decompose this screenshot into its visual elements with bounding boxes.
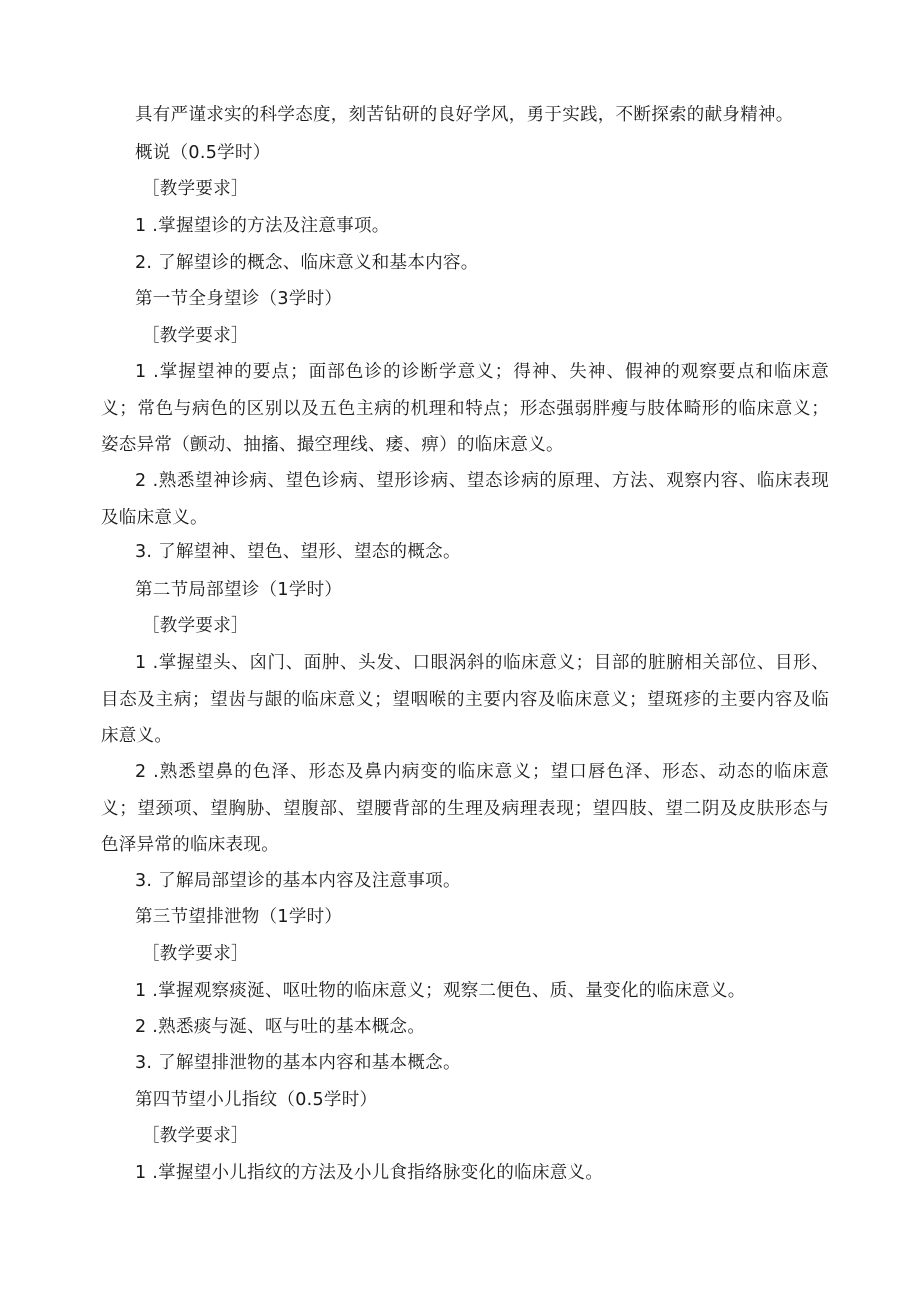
section4-requirements-label: ［教学要求］ [142, 1126, 249, 1146]
section3-item-1: 1 .掌握观察痰涎、呕吐物的临床意义；观察二便色、质、量变化的临床意义。 [135, 981, 746, 1001]
section2-item-1 [101, 645, 829, 755]
intro-text: 具有严谨求实的科学态度，刻苦钻研的良好学风，勇于实践，不断探索的献身精神。 [135, 105, 794, 125]
section1-item-1-text: 1 .掌握望神的要点；面部色诊的诊断学意义；得神、失神、假神的观察要点和临床意义；常色与病色的区别以及五色主病的机理和特点；形态强弱胖瘦与肢体畸形的临床意义；姿态异常（颤动、抽搐、撮空理线、痿、痹）的临床意义。 [101, 362, 829, 455]
section1-item-3: 3. 了解望神、望色、望形、望态的概念。 [135, 542, 461, 562]
section2-requirements-label: ［教学要求］ [142, 616, 249, 636]
overview-heading: 概说（0.5学时） [135, 143, 271, 163]
section2-item-2 [101, 754, 829, 864]
overview-item-2: 2. 了解望诊的概念、临床意义和基本内容。 [135, 253, 479, 273]
overview-requirements-label: ［教学要求］ [142, 179, 249, 199]
section2-item-1-text: 1 .掌握望头、囟门、面肿、头发、口眼涡斜的临床意义；目部的脏腑相关部位、目形、目态及主病；望齿与龈的临床意义；望咽喉的主要内容及临床意义；望斑疹的主要内容及临床意义。 [101, 653, 829, 746]
section1-heading: 第一节全身望诊（3学时） [135, 289, 343, 309]
section2-heading: 第二节局部望诊（1学时） [135, 580, 343, 600]
section3-requirements-label: ［教学要求］ [142, 944, 249, 964]
section1-item-1 [101, 354, 829, 464]
section4-heading: 第四节望小儿指纹（0.5学时） [135, 1090, 378, 1110]
section3-item-2: 2 .熟悉痰与涎、呕与吐的基本概念。 [135, 1017, 426, 1037]
section4-item-1: 1 .掌握望小儿指纹的方法及小儿食指络脉变化的临床意义。 [135, 1163, 604, 1183]
section3-item-3: 3. 了解望排泄物的基本内容和基本概念。 [135, 1053, 461, 1073]
section2-item-3: 3. 了解局部望诊的基本内容及注意事项。 [135, 871, 461, 891]
overview-item-1: 1 .掌握望诊的方法及注意事项。 [135, 216, 390, 236]
section2-item-2-text: 2 .熟悉望鼻的色泽、形态及鼻内病变的临床意义；望口唇色泽、形态、动态的临床意义；望颈项、望胸胁、望腹部、望腰背部的生理及病理表现；望四肢、望二阴及皮肤形态与色泽异常的临床表现。 [101, 762, 829, 855]
section1-requirements-label: ［教学要求］ [142, 326, 249, 346]
section1-item-2 [101, 463, 829, 536]
section1-item-2-text: 2 .熟悉望神诊病、望色诊病、望形诊病、望态诊病的原理、方法、观察内容、临床表现及临床意义。 [101, 471, 829, 528]
section3-heading: 第三节望排泄物（1学时） [135, 907, 343, 927]
